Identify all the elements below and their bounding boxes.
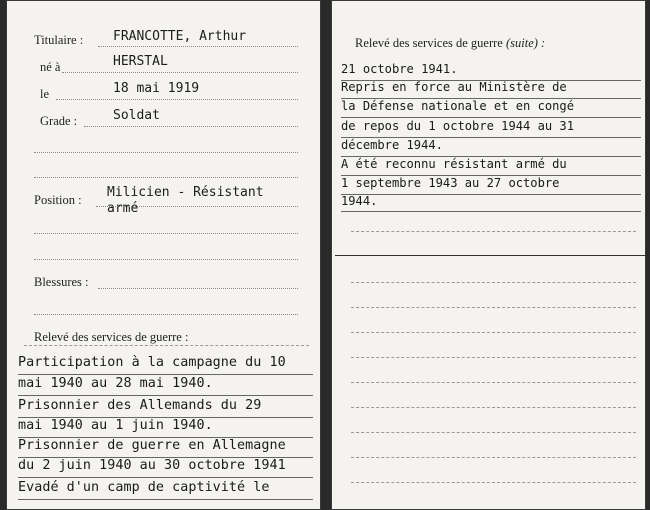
right-text-line: 21 octobre 1941.	[341, 62, 458, 76]
section-separator	[335, 255, 646, 256]
right-text-line: 1944.	[341, 194, 378, 208]
services-line: Participation à la campagne du 10	[18, 355, 286, 370]
services-line: du 2 juin 1940 au 30 octobre 1941	[18, 458, 286, 473]
titulaire-dotted-line	[98, 46, 298, 47]
services-line: Prisonnier des Allemands du 29	[18, 398, 262, 413]
right-text-line: la Défense nationale et en congé	[341, 99, 574, 113]
blank-dashed-line	[351, 382, 636, 383]
services-line: Evadé d'un camp de captivité le	[18, 480, 270, 495]
blank-dotted-line	[34, 233, 298, 234]
ne-a-value: HERSTAL	[113, 54, 168, 69]
titulaire-value: FRANCOTTE, Arthur	[113, 29, 247, 44]
ruled-line	[18, 499, 313, 500]
services-line: mai 1940 au 1 juin 1940.	[18, 418, 213, 433]
right-text-line: de repos du 1 octobre 1944 au 31	[341, 119, 574, 133]
right-text-line: A été reconnu résistant armé du	[341, 157, 567, 171]
grade-dotted-line	[84, 126, 298, 127]
ruled-line	[18, 477, 313, 478]
right-text-line: 1 septembre 1943 au 27 octobre	[341, 176, 560, 190]
continuation-heading-suffix: (suite) :	[505, 36, 546, 50]
position-value-line2: armé	[107, 201, 139, 216]
blank-dashed-line	[351, 231, 636, 232]
position-label: Position :	[34, 193, 82, 207]
blank-dotted-line	[34, 259, 298, 260]
le-value: 18 mai 1919	[113, 81, 200, 96]
blank-dotted-line	[34, 314, 298, 315]
continuation-heading	[355, 36, 545, 51]
right-card	[331, 0, 646, 510]
ruled-line	[18, 395, 313, 396]
position-value-line1: Milicien - Résistant	[107, 185, 264, 200]
blank-dashed-line	[351, 307, 636, 308]
blank-dashed-line	[351, 457, 636, 458]
position-dotted-line	[96, 206, 298, 207]
blank-dashed-line	[351, 332, 636, 333]
blank-dashed-line	[351, 282, 636, 283]
grade-label: Grade :	[40, 114, 78, 128]
blank-dashed-line	[351, 482, 636, 483]
ruled-line	[18, 374, 313, 375]
services-heading: Relevé des services de guerre :	[34, 330, 189, 344]
left-card	[6, 0, 321, 510]
le-label: le	[40, 87, 50, 101]
blank-dashed-line	[351, 407, 636, 408]
continuation-heading-text: Relevé des services de guerre	[355, 36, 503, 50]
grade-value: Soldat	[113, 108, 160, 123]
blank-dashed-line	[351, 432, 636, 433]
blank-dotted-line	[34, 152, 298, 153]
blessures-label: Blessures :	[34, 275, 89, 289]
ruled-line	[341, 194, 641, 195]
le-dotted-line	[56, 99, 298, 100]
titulaire-label: Titulaire :	[34, 33, 84, 47]
ne-a-label: né à	[40, 60, 61, 74]
heading-dashed-line	[24, 345, 309, 346]
services-line: Prisonnier de guerre en Allemagne	[18, 438, 286, 453]
ne-a-dotted-line	[62, 72, 298, 73]
ruled-line	[341, 117, 641, 118]
right-text-line: décembre 1944.	[341, 138, 443, 152]
right-text-line: Repris en force au Ministère de	[341, 80, 567, 94]
services-line: mai 1940 au 28 mai 1940.	[18, 376, 213, 391]
blank-dashed-line	[351, 357, 636, 358]
blessures-dotted-line	[98, 288, 298, 289]
blank-dotted-line	[34, 177, 298, 178]
ruled-line	[341, 211, 641, 212]
